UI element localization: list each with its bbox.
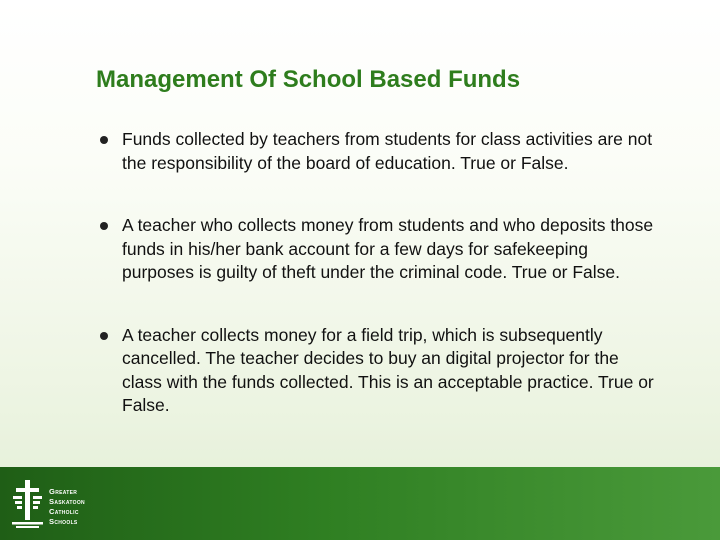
bullet-item-2 [100, 214, 660, 285]
bullet-icon [100, 222, 108, 230]
bullet-item-1 [100, 128, 660, 175]
logo-line-3: Catholic [49, 507, 79, 516]
bullet-icon [100, 136, 108, 144]
bullet-text-1: Funds collected by teachers from students for class activities are not the responsibility of the board of education. True or False. [122, 129, 653, 173]
cross-logo-icon [10, 478, 46, 530]
bullet-list [100, 128, 660, 457]
logo-text [49, 487, 85, 527]
slide-title: Management Of School Based Funds [96, 66, 521, 93]
logo-line-4: Schools [49, 517, 78, 526]
bullet-item-3 [100, 324, 660, 418]
school-division-logo [10, 478, 120, 530]
bullet-icon [100, 332, 108, 340]
bullet-text-3: A teacher collects money for a field trip, which is subsequently cancelled. The teacher decides to buy an digital projector for the class with the funds collected. This is an acceptable practice. True or False. [122, 324, 654, 415]
bullet-text-2: A teacher who collects money from students and who deposits those funds in his/her bank account for a few days for safekeeping purposes is guilty of theft under the criminal code. True or False. [122, 215, 654, 282]
logo-line-1: Greater [49, 487, 78, 496]
logo-line-2: Saskatoon [49, 497, 85, 506]
